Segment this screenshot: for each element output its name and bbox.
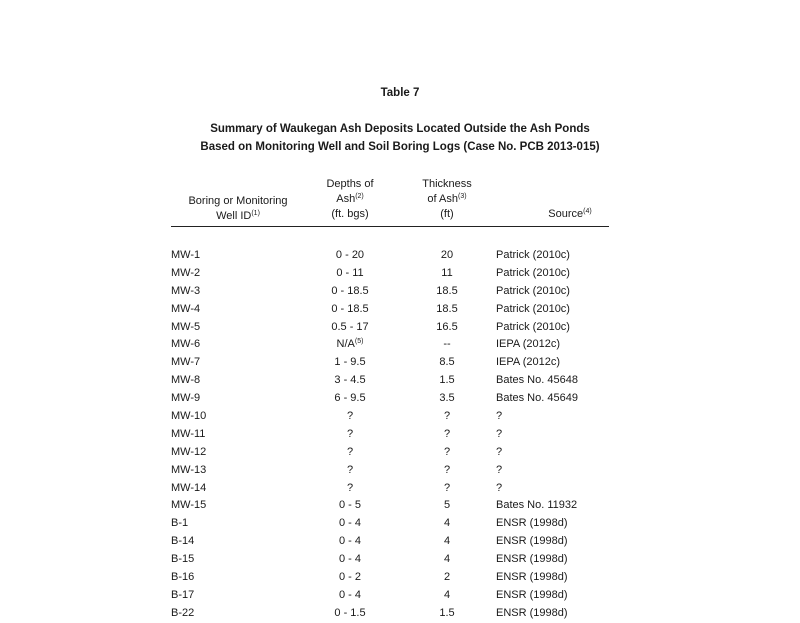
- footnote-2: (2): [355, 193, 364, 200]
- table-row: [0, 247, 800, 265]
- cell-thickness: 18.5: [436, 284, 458, 297]
- cell-depth: ?: [346, 445, 354, 458]
- cell-thickness: 4: [443, 553, 451, 566]
- cell-depth: 0 - 11: [336, 266, 364, 279]
- header-divider: [171, 226, 609, 227]
- cell-id: MW-2: [171, 266, 201, 279]
- cell-source: Patrick (2010c): [496, 249, 570, 261]
- cell-id: MW-6: [171, 338, 201, 351]
- cell-depth: 6 - 9.5: [334, 392, 366, 405]
- cell-depth: 0 - 1.5: [334, 606, 366, 619]
- cell-source: Bates No. 45648: [496, 374, 578, 387]
- cell-source: Bates No. 45649: [496, 392, 578, 405]
- cell-source: IEPA (2012c): [496, 338, 560, 351]
- footnote-4: (4): [583, 208, 592, 215]
- table-row: [0, 301, 800, 319]
- cell-thickness: ?: [443, 445, 451, 458]
- cell-id: MW-11: [171, 427, 206, 440]
- table-row: [0, 372, 800, 390]
- cell-id: B-14: [171, 535, 195, 548]
- table-row: [0, 283, 800, 301]
- cell-depth: ?: [346, 481, 354, 494]
- cell-id: B-15: [171, 553, 195, 566]
- cell-depth: 0 - 4: [338, 588, 361, 601]
- cell-id: B-16: [171, 571, 195, 584]
- cell-thickness: 1.5: [439, 374, 455, 387]
- table-row: [0, 319, 800, 337]
- cell-thickness: 8.5: [439, 356, 455, 369]
- table-row: [0, 462, 800, 480]
- cell-depth: 0.5 - 17: [331, 320, 369, 333]
- table-row: [0, 497, 800, 515]
- cell-source: Patrick (2010c): [496, 302, 570, 315]
- cell-thickness: 4: [443, 535, 451, 548]
- cell-thickness: 1.5: [439, 606, 455, 619]
- cell-depth: 0 - 18.5: [331, 302, 369, 315]
- table-row: [0, 480, 800, 498]
- cell-id: MW-12: [171, 445, 207, 458]
- cell-source: ?: [496, 445, 503, 458]
- cell-id: MW-8: [171, 374, 201, 387]
- header-depth: [300, 177, 400, 222]
- cell-source: ?: [496, 481, 503, 494]
- cell-source: Patrick (2010c): [496, 284, 570, 297]
- cell-source: ENSR (1998d): [496, 571, 568, 584]
- cell-id: MW-5: [171, 320, 201, 333]
- cell-depth: ?: [346, 410, 354, 423]
- cell-thickness: 11: [441, 266, 453, 279]
- table-body: [0, 247, 800, 623]
- cell-thickness: ?: [443, 463, 451, 476]
- table-row: [0, 390, 800, 408]
- cell-source: ENSR (1998d): [496, 588, 568, 601]
- header-depth-line-1: Depths of: [326, 178, 374, 190]
- header-source: Source$^{(4)}$: [548, 208, 592, 220]
- table-title-line-1: Summary of Waukegan Ash Deposits Located Outside the Ash Ponds: [210, 123, 590, 135]
- cell-id: MW-14: [171, 481, 207, 494]
- cell-id: MW-1: [171, 249, 201, 261]
- cell-source: Patrick (2010c): [496, 320, 570, 333]
- table-label: Table 7: [380, 87, 420, 99]
- cell-source: ENSR (1998d): [496, 606, 568, 619]
- table-row: [0, 408, 800, 426]
- table-row: [0, 354, 800, 372]
- cell-depth: 0 - 4: [338, 535, 361, 548]
- cell-thickness: 2: [443, 571, 451, 584]
- table-row: [0, 551, 800, 569]
- cell-id: MW-4: [171, 302, 201, 315]
- cell-thickness: 18.5: [436, 302, 458, 315]
- cell-source: ?: [496, 427, 503, 440]
- cell-thickness: 16.5: [436, 320, 458, 333]
- header-boring-id-line-2: Well ID$^{(1)}$: [216, 210, 260, 222]
- cell-id: MW-15: [171, 499, 207, 512]
- cell-thickness: 20: [440, 249, 454, 261]
- cell-id: B-17: [171, 588, 195, 601]
- table-row: [0, 515, 800, 533]
- cell-depth: 0 - 2: [338, 571, 361, 584]
- cell-id: MW-3: [171, 284, 201, 297]
- cell-thickness: 4: [443, 588, 451, 601]
- cell-id: MW-7: [171, 356, 201, 369]
- header-thickness-line-2: of Ash$^{(3)}$: [427, 193, 467, 205]
- cell-source: ENSR (1998d): [496, 553, 568, 566]
- header-depth-line-3: (ft. bgs): [331, 208, 369, 220]
- table-row: [0, 426, 800, 444]
- cell-thickness: ?: [443, 481, 451, 494]
- cell-id: B-22: [171, 606, 195, 619]
- header-thickness: [397, 177, 497, 222]
- cell-depth: ?: [346, 463, 354, 476]
- table-row: [0, 533, 800, 551]
- cell-depth: ?: [346, 427, 354, 440]
- footnote-3: (3): [458, 193, 467, 200]
- cell-depth: 0 - 5: [338, 499, 361, 512]
- cell-thickness: --: [443, 338, 451, 351]
- cell-depth: 0 - 20: [335, 249, 365, 261]
- table-row: [0, 569, 800, 587]
- table-row: [0, 265, 800, 283]
- table-row: [0, 605, 800, 623]
- cell-depth: 0 - 4: [338, 517, 361, 530]
- cell-thickness: 3.5: [439, 392, 455, 405]
- cell-source: IEPA (2012c): [496, 356, 560, 369]
- footnote-1: (1): [251, 210, 260, 217]
- cell-thickness: ?: [443, 427, 451, 440]
- header-boring-id-line-1: Boring or Monitoring: [188, 195, 288, 207]
- cell-source: ENSR (1998d): [496, 517, 568, 530]
- table-row: [0, 587, 800, 605]
- cell-depth: 0 - 18.5: [331, 284, 369, 297]
- cell-source: ?: [496, 463, 503, 476]
- table-title-line-2: Based on Monitoring Well and Soil Boring Logs (Case No. PCB 2013-015): [200, 141, 600, 153]
- cell-depth: 0 - 4: [338, 553, 361, 566]
- cell-depth: $N/A^{(5)}$: [336, 338, 364, 351]
- cell-depth: 3 - 4.5: [334, 374, 366, 387]
- cell-thickness: ?: [443, 410, 451, 423]
- cell-source: ?: [496, 410, 503, 423]
- cell-source: ENSR (1998d): [496, 535, 568, 548]
- footnote-5: (5): [354, 338, 364, 346]
- cell-id: MW-13: [171, 463, 207, 476]
- cell-id: MW-9: [171, 392, 201, 405]
- header-thickness-line-3: (ft): [440, 208, 454, 220]
- header-depth-line-2: Ash$^{(2)}$: [336, 193, 364, 205]
- cell-source: Bates No. 11932: [496, 499, 578, 512]
- table-row: [0, 444, 800, 462]
- cell-thickness: 4: [443, 517, 451, 530]
- header-boring-id: [163, 194, 313, 224]
- table-row: [0, 336, 800, 354]
- cell-id: MW-10: [171, 410, 207, 423]
- cell-thickness: 5: [443, 499, 451, 512]
- cell-source: Patrick (2010c): [496, 266, 570, 279]
- header-thickness-line-1: Thickness: [422, 178, 472, 190]
- cell-depth: 1 - 9.5: [334, 356, 366, 369]
- cell-id: B-1: [171, 517, 189, 530]
